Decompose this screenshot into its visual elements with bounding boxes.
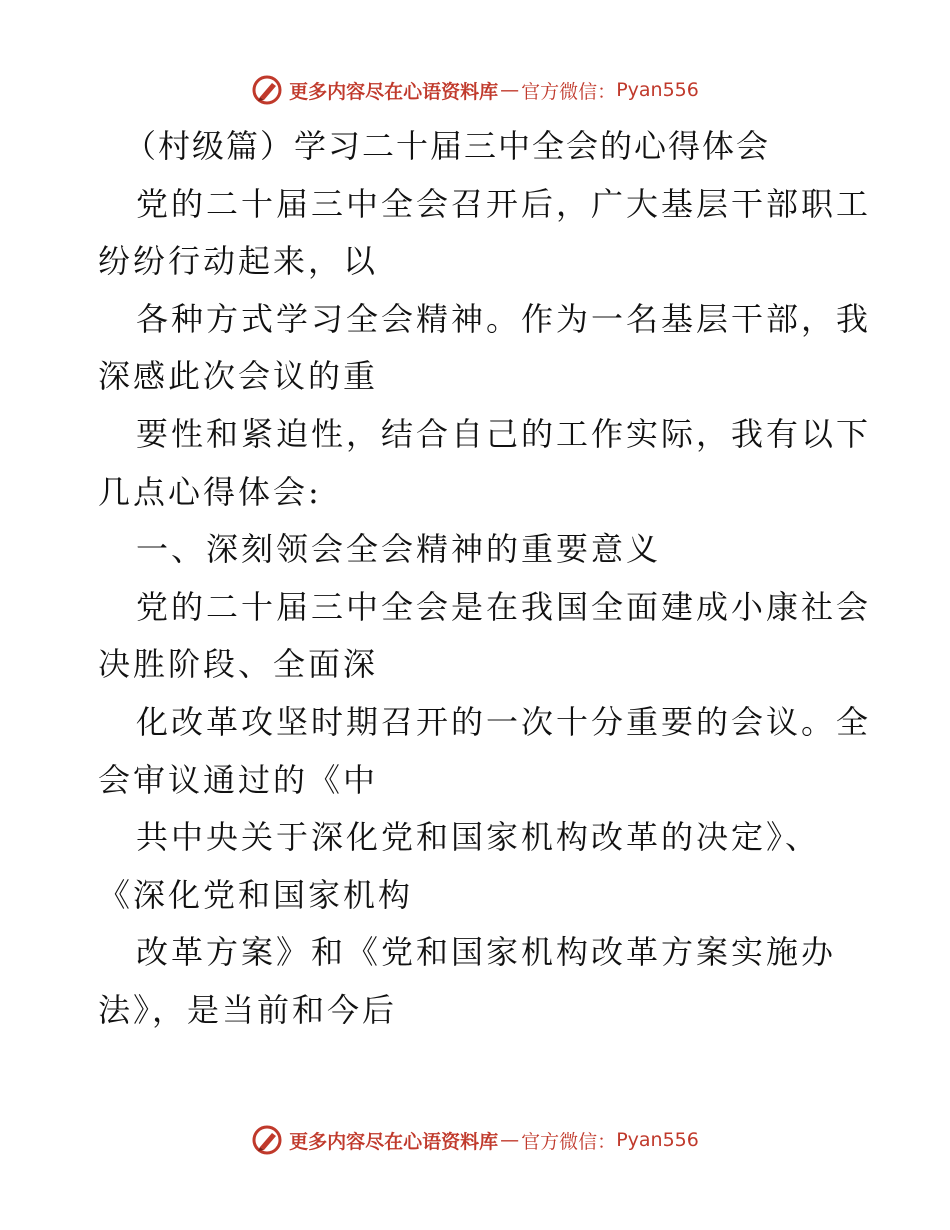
paragraph-line: 几点心得体会: — [98, 472, 322, 511]
header-watermark — [0, 70, 950, 110]
watermark-wechat-id: Pyan556 — [616, 79, 699, 101]
paragraph-line: 共中央关于深化党和国家机构改革的决定》、 — [136, 818, 821, 857]
watermark-wechat-id: Pyan556 — [616, 1129, 699, 1151]
watermark-wechat-label: 官方微信： — [521, 80, 617, 103]
paragraph-line: 党的二十届三中全会是在我国全面建成小康社会 — [136, 587, 872, 626]
paragraph-line: 党的二十届三中全会召开后，广大基层干部职工 — [136, 184, 872, 223]
paragraph-line: 改革方案》和《党和国家机构改革方案实施办 — [136, 933, 837, 972]
document-body — [98, 118, 872, 1040]
paragraph-line: 各种方式学习全会精神。作为一名基层干部，我 — [136, 299, 872, 338]
paragraph-line: 纷纷行动起来，以 — [98, 242, 379, 281]
watermark-main-text: 更多内容尽在心语资料库 — [289, 80, 499, 103]
section-heading: 一、深刻领会全会精神的重要意义 — [136, 530, 662, 569]
watermark-separator: — — [500, 79, 520, 101]
document-title: （村级篇）学习二十届三中全会的心得体会 — [124, 127, 771, 165]
paragraph-line: 《深化党和国家机构 — [98, 875, 414, 914]
watermark-wechat-label: 官方微信： — [521, 1130, 617, 1153]
watermark-main-text: 更多内容尽在心语资料库 — [289, 1130, 499, 1153]
paragraph-line: 决胜阶段、全面深 — [98, 645, 379, 684]
footer-watermark — [0, 1120, 950, 1160]
pen-logo-icon — [251, 74, 283, 106]
pen-logo-icon — [251, 1124, 283, 1156]
paragraph-line: 化改革攻坚时期召开的一次十分重要的会议。全 — [136, 702, 872, 741]
paragraph-line: 要性和紧迫性，结合自己的工作实际，我有以下 — [136, 414, 872, 453]
watermark-separator: — — [500, 1129, 520, 1151]
paragraph-line: 深感此次会议的重 — [98, 357, 379, 396]
paragraph-line: 法》，是当前和今后 — [98, 990, 398, 1029]
paragraph-line: 会审议通过的《中 — [98, 760, 379, 799]
